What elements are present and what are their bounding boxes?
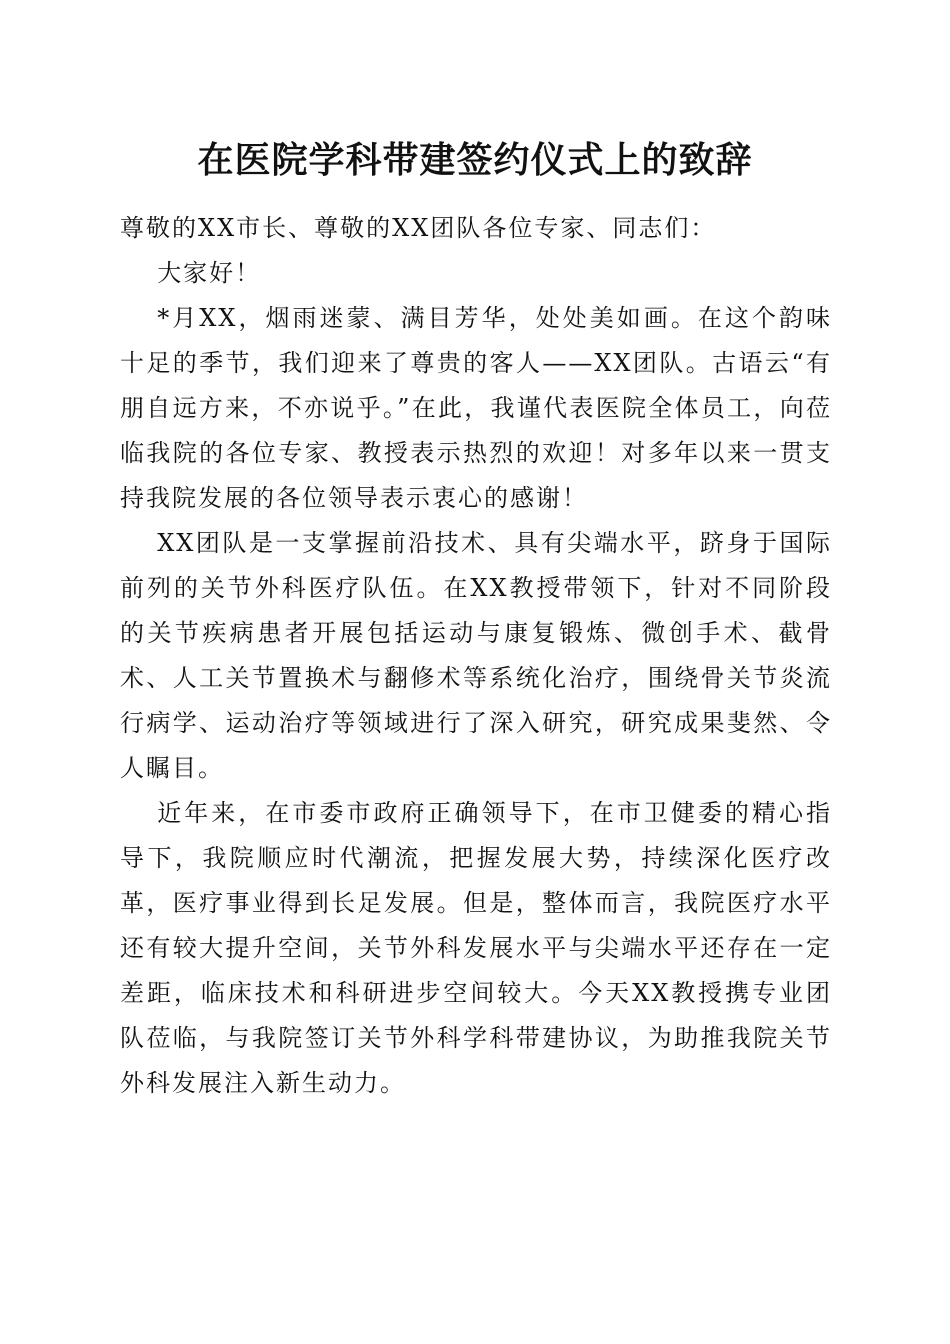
- document-title: 在医院学科带建签约仪式上的致辞: [197, 139, 753, 181]
- paragraph-welcome: *月XX，烟雨迷蒙、满目芳华，处处美如画。在这个韵味十足的季节，我们迎来了尊贵的客人——XX团队。古语云“有朋自远方来，不亦说乎。”在此，我谨代表医院全体员工，向莅临我院的各位专家、教授表示热烈的欢迎！对多年以来一贯支持我院发展的各位领导表示衷心的感谢！: [120, 304, 832, 512]
- paragraph-team-intro: XX团队是一支掌握前沿技术、具有尖端水平，跻身于国际前列的关节外科医疗队伍。在XX教授带领下，针对不同阶段的关节疾病患者开展包括运动与康复锻炼、微创手术、截骨术、人工关节置换术与翻修术等系统化治疗，围绕骨关节炎流行病学、运动治疗等领域进行了深入研究，研究成果斐然、令人瞩目。: [120, 529, 832, 782]
- document-body: [120, 206, 832, 1106]
- paragraph-hospital-development: 近年来，在市委市政府正确领导下，在市卫健委的精心指导下，我院顺应时代潮流，把握发展大势，持续深化医疗改革，医疗事业得到长足发展。但是，整体而言，我院医疗水平还有较大提升空间，关节外科发展水平与尖端水平还存在一定差距，临床技术和科研进步空间较大。今天XX教授携专业团队莅临，与我院签订关节外科学科带建协议，为助推我院关节外科发展注入新生动力。: [120, 799, 832, 1097]
- greeting: 大家好！: [157, 259, 262, 287]
- salutation: 尊敬的XX市长、尊敬的XX团队各位专家、同志们：: [120, 214, 717, 242]
